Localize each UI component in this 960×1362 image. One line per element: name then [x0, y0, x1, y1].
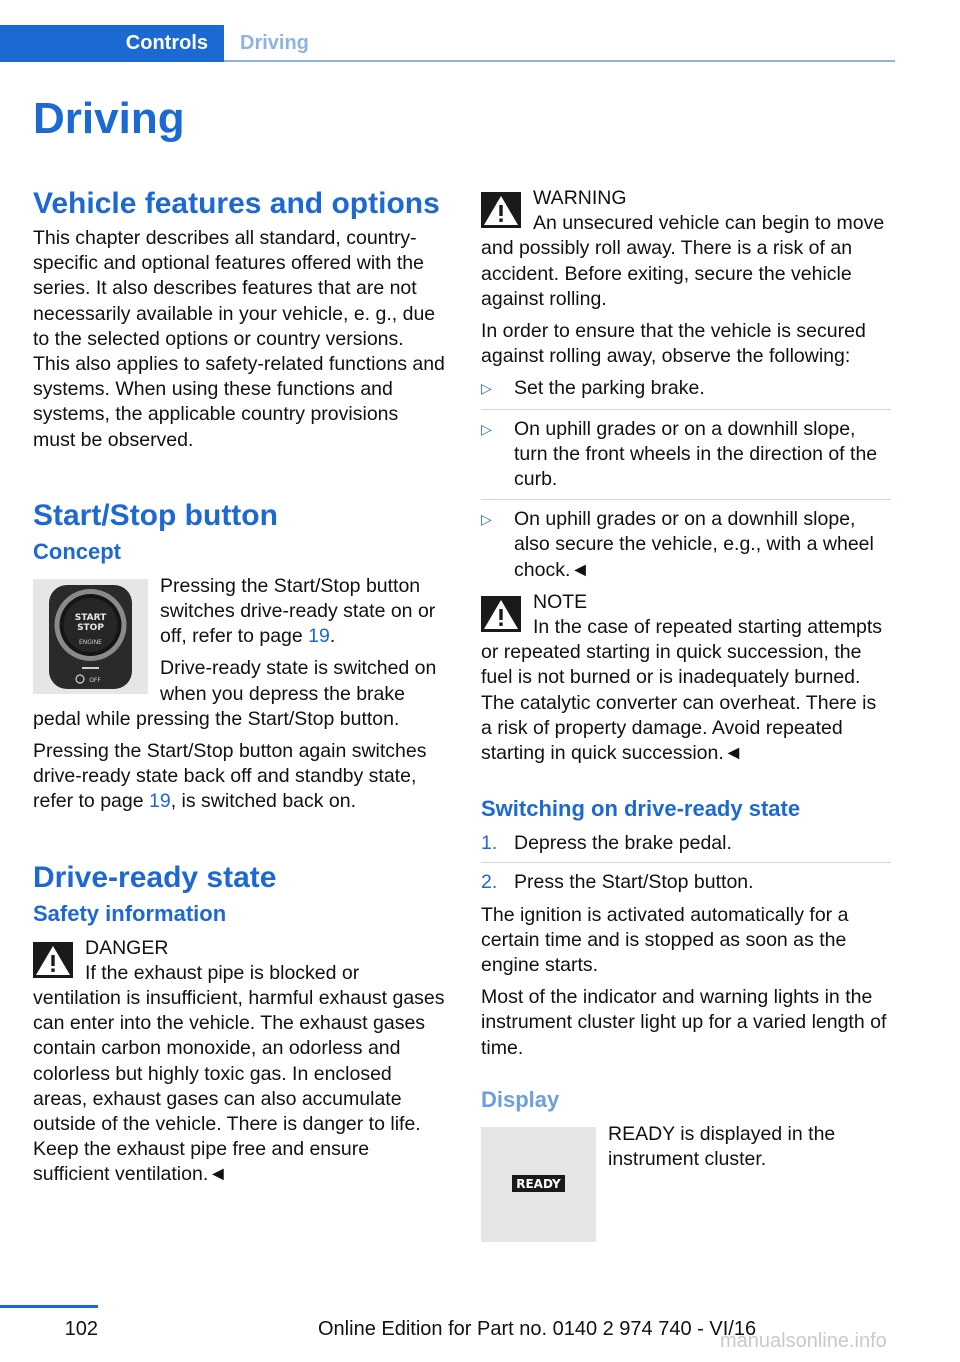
display-text: READY is displayed in the instrument cluster.	[608, 1122, 836, 1171]
heading-safety-information: Safety information	[33, 900, 227, 926]
triangle-bullet-icon: ▷	[481, 511, 492, 528]
svg-text:OFF: OFF	[89, 676, 101, 684]
heading-display: Display	[481, 1086, 560, 1112]
svg-text:ENGINE: ENGINE	[79, 638, 102, 646]
list-item: ▷ On uphill grades or on a downhill slope, turn the front wheels in the direction of the curb.	[481, 417, 891, 501]
list-item: ▷ On uphill grades or on a downhill slope, also secure the vehicle, e.g., with a wheel chock.◄	[481, 508, 874, 581]
note-block	[481, 590, 891, 766]
danger-label: DANGER	[85, 936, 169, 959]
ready-display-image	[481, 1127, 596, 1242]
danger-block	[33, 936, 445, 1188]
tab-controls[interactable]: Controls	[0, 25, 224, 62]
heading-switching-on: Switching on drive-ready state	[481, 796, 801, 822]
warning-triangle-icon	[481, 596, 521, 632]
triangle-bullet-icon: ▷	[481, 420, 492, 437]
heading-vehicle-features: Vehicle features and options	[33, 187, 440, 220]
note-label: NOTE	[533, 590, 588, 613]
right-column	[481, 186, 891, 1246]
concept-para-1: Pressing the Start/Stop button switches drive-ready state on or off, refer to page 19.	[160, 574, 436, 648]
warning-label: WARNING	[533, 187, 627, 209]
header-divider	[224, 60, 895, 62]
svg-text:START: START	[74, 612, 107, 623]
ready-indicator-icon	[481, 1127, 596, 1242]
indicator-text: Most of the indicator and warning lights in the instrument cluster light up for a varied length of time.	[481, 986, 887, 1059]
start-stop-button-icon	[33, 579, 148, 694]
list-item: ▷ Set the parking brake.	[481, 376, 891, 409]
heading-drive-ready: Drive-ready state	[33, 860, 277, 894]
note-text: In the case of repeated starting attempts or repeated starting in quick succession, the fuel is not burned or is inadequately burned. The catalytic converter can overheat. There is a risk of property damage. Avoid repeated starting in quick succession.◄	[481, 616, 883, 765]
page-link-19[interactable]: 19	[308, 625, 330, 648]
chapter-title: Driving	[33, 94, 185, 143]
svg-text:READY: READY	[516, 1176, 561, 1191]
ignition-text: The ignition is activated automatically for a certain time and is stopped as soon as the engine starts.	[481, 903, 849, 977]
heading-concept: Concept	[33, 538, 121, 564]
edition-text: Online Edition for Part no. 0140 2 974 740 - VI/16	[318, 1318, 757, 1340]
start-stop-button-image	[33, 579, 148, 694]
tab-driving[interactable]: Driving	[240, 32, 309, 54]
warning-triangle-icon	[33, 942, 73, 978]
page-number: 102	[64, 1318, 98, 1340]
left-column	[33, 186, 445, 1195]
vehicle-features-text: This chapter describes all standard, country-specific and optional features offered with the series. It also describes features that are not necessarily available in your vehicle, e. g., due to the selected options or country versions. This also applies to safety-related functions and systems. When using these functions and systems, the applicable country provisions must be observed.	[33, 227, 445, 451]
warning-block	[481, 186, 891, 312]
footer-divider	[0, 1305, 98, 1308]
list-item: 2. Press the Start/Stop button.	[481, 871, 754, 894]
danger-text: If the exhaust pipe is blocked or ventilation is insufficient, harmful exhaust gases can enter into the vehicle. The exhaust gases contain carbon monoxide, an odorless and colorless but highly toxic gas. In enclosed areas, exhaust gases can also accumulate outside of the vehicle. There is danger to life. Keep the exhaust pipe free and ensure sufficient ventilation.◄	[33, 961, 445, 1186]
list-item: 1. Depress the brake pedal.	[481, 831, 891, 863]
concept-para-2: Drive-ready state is switched on when you depress the brake pedal while pressing the Start/Stop button.	[33, 657, 437, 730]
triangle-bullet-icon: ▷	[481, 380, 492, 397]
svg-text:STOP: STOP	[77, 622, 104, 633]
steps-list	[481, 831, 891, 895]
watermark-text: manualsonline.info	[720, 1330, 887, 1352]
page-link-19-b[interactable]: 19	[149, 790, 171, 813]
heading-start-stop: Start/Stop button	[33, 498, 278, 532]
warning-text: An unsecured vehicle can begin to move and possibly roll away. There is a risk of an accident. Before exiting, secure the vehicle against rolling.	[481, 212, 885, 310]
header-bar	[0, 0, 895, 62]
secure-list	[481, 376, 891, 582]
secure-intro: In order to ensure that the vehicle is secured against rolling away, observe the following:	[481, 320, 866, 368]
warning-triangle-icon	[481, 192, 521, 228]
concept-para-3: Pressing the Start/Stop button again switches drive-ready state back off and standby state, refer to page 19, is switched back on.	[33, 740, 427, 813]
